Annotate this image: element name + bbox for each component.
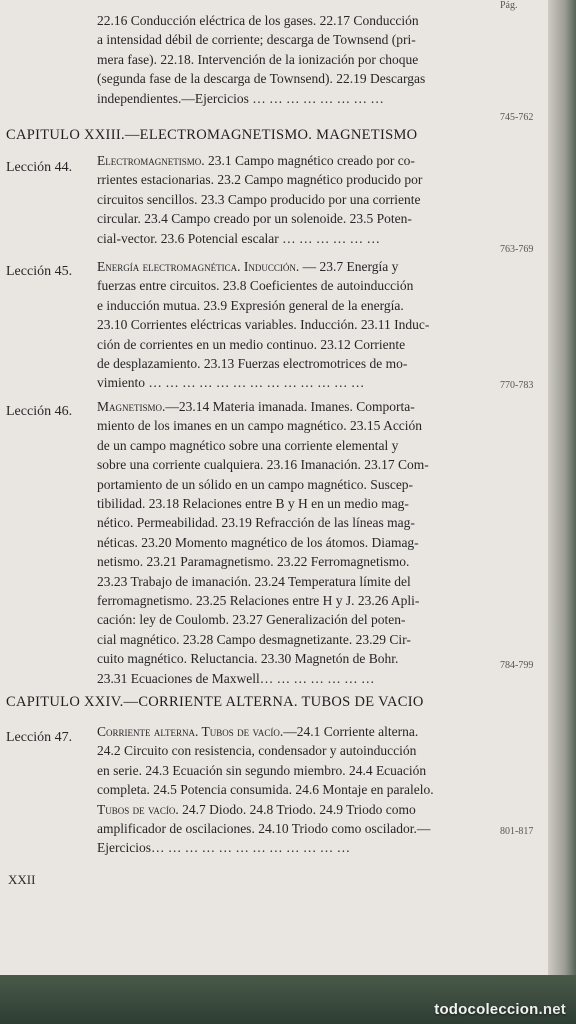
lesson-45-body bbox=[97, 257, 489, 393]
lesson-46-line: 23.31 Ecuaciones de Maxwell… … … … … … … bbox=[97, 670, 375, 686]
lesson-45-line: de desplazamiento. 23.13 Fuerzas electromotrices de mo- bbox=[97, 356, 408, 372]
lesson-47-line: en serie. 24.3 Ecuación sin segundo miembro. 24.4 Ecuación bbox=[97, 762, 427, 778]
footer-page-number: XXII bbox=[8, 872, 36, 887]
watermark-brand: todocoleccion bbox=[434, 1001, 539, 1018]
intro-line: mera fase). 22.18. Intervención de la ionización por choque bbox=[97, 51, 419, 67]
lesson-45-line: fuerzas entre circuitos. 23.8 Coeficientes de autoinducción bbox=[97, 278, 414, 294]
lesson-47-line: completa. 24.5 Potencia consumida. 24.6 Montaje en paralelo. bbox=[97, 782, 434, 798]
lesson-45-line: vimiento … … … … … … … … … … … … … bbox=[97, 375, 365, 391]
lesson-46-line: néticas. 23.20 Momento magnético de los átomos. Diamag- bbox=[97, 534, 419, 550]
lesson-45-label: Lección 45. bbox=[6, 264, 73, 279]
lesson-45-pages: 770-783 bbox=[500, 380, 534, 391]
lesson-47-line: 24.7 Diodo. 24.8 Triodo. 24.9 Triodo como bbox=[178, 801, 416, 817]
watermark-tld: .net bbox=[538, 1001, 566, 1018]
lesson-46-line: cial magnético. 23.28 Campo desmagnetizante. 23.29 Cir- bbox=[97, 631, 411, 647]
lesson-47-label: Lección 47. bbox=[6, 730, 73, 745]
lesson-46-line: miento de los imanes en un campo magnético. 23.15 Acción bbox=[97, 418, 423, 434]
lesson-47-line: Ejercicios… … … … … … … … … … … … bbox=[97, 840, 351, 856]
lesson-46-line: cación: ley de Coulomb. 23.27 Generalización del poten- bbox=[97, 612, 406, 628]
lesson-46-pages: 784-799 bbox=[500, 660, 534, 671]
page-label: Pág. bbox=[500, 0, 518, 11]
lesson-44-label: Lección 44. bbox=[6, 160, 73, 175]
chapter-23-title: CAPITULO XXIII.—ELECTROMAGNETISMO. MAGNETISMO bbox=[6, 127, 418, 143]
lesson-44-line: circuitos sencillos. 23.3 Campo producido por una corriente bbox=[97, 191, 421, 207]
lesson-45-heading: Energía electromagnética. Inducción. bbox=[97, 259, 300, 274]
lesson-46-line: sobre una corriente cualquiera. 23.16 Imanación. 23.17 Com- bbox=[97, 457, 429, 473]
lesson-46-line: ferromagnetismo. 23.25 Relaciones entre H y J. 23.26 Apli- bbox=[97, 593, 420, 609]
intro-pages: 745-762 bbox=[500, 112, 534, 123]
lesson-46-body bbox=[97, 397, 489, 688]
lesson-47-heading: Corriente alterna. Tubos de vacío. bbox=[97, 724, 284, 739]
lesson-45-line: — 23.7 Energía y bbox=[299, 259, 399, 274]
lesson-46-line: netismo. 23.21 Paramagnetismo. 23.22 Ferromagnetismo. bbox=[97, 554, 410, 570]
lesson-44-line: cial-vector. 23.6 Potencial escalar … … … … … … bbox=[97, 230, 381, 246]
lesson-47-subheading: Tubos de vacío. bbox=[97, 801, 179, 817]
intro-block bbox=[97, 11, 489, 108]
lesson-47-line: 24.2 Circuito con resistencia, condensador y autoinducción bbox=[97, 743, 417, 759]
lesson-46-line: de un campo magnético sobre una corriente elemental y bbox=[97, 437, 399, 453]
lesson-46-line: tibilidad. 23.18 Relaciones entre B y H en un medio mag- bbox=[97, 496, 409, 512]
background-strip bbox=[0, 975, 576, 1024]
lesson-44-pages: 763-769 bbox=[500, 244, 534, 255]
lesson-46-line: 23.23 Trabajo de imanación. 23.24 Temperatura límite del bbox=[97, 573, 411, 589]
intro-line: (segunda fase de la descarga de Townsend). 22.19 Descargas bbox=[97, 71, 426, 87]
lesson-44-line: 23.1 Campo magnético creado por co- bbox=[204, 153, 415, 168]
lesson-46-line: nético. Permeabilidad. 23.19 Refracción de las líneas mag- bbox=[97, 515, 415, 531]
lesson-44-heading: Electromagnetismo. bbox=[97, 153, 205, 168]
lesson-46-line: portamiento de un sólido en un campo magnético. Suscep- bbox=[97, 476, 414, 492]
lesson-46-heading: Magnetismo. bbox=[97, 399, 166, 414]
lesson-45-line: ción de corrientes en un medio continuo. 23.12 Corriente bbox=[97, 336, 406, 352]
watermark bbox=[434, 1001, 566, 1018]
lesson-46-line: —23.14 Materia imanada. Imanes. Comporta- bbox=[165, 399, 415, 414]
lesson-45-line: 23.10 Corrientes eléctricas variables. Inducción. 23.11 Induc- bbox=[97, 317, 430, 333]
lesson-46-line: cuito magnético. Reluctancia. 23.30 Magnetón de Bohr. bbox=[97, 651, 399, 667]
lesson-44-line: circular. 23.4 Campo creado por un solenoide. 23.5 Poten- bbox=[97, 211, 412, 227]
lesson-47-pages: 801-817 bbox=[500, 826, 534, 837]
intro-line: independientes.—Ejercicios … … … … … … … … bbox=[97, 90, 384, 106]
lesson-45-line: e inducción mutua. 23.9 Expresión general de la energía. bbox=[97, 297, 404, 313]
lesson-46-label: Lección 46. bbox=[6, 404, 73, 419]
lesson-44-body bbox=[97, 151, 489, 248]
chapter-24-title: CAPITULO XXIV.—CORRIENTE ALTERNA. TUBOS DE VACIO bbox=[6, 694, 424, 710]
lesson-47-line: —24.1 Corriente alterna. bbox=[283, 724, 419, 739]
intro-line: 22.16 Conducción eléctrica de los gases. 22.17 Conducción bbox=[97, 13, 419, 28]
lesson-44-line: rrientes estacionarias. 23.2 Campo magnético producido por bbox=[97, 172, 423, 188]
lesson-47-body bbox=[97, 722, 489, 858]
lesson-47-line: amplificador de oscilaciones. 24.10 Triodo como oscilador.— bbox=[97, 821, 431, 837]
intro-line: a intensidad débil de corriente; descarga de Townsend (pri- bbox=[97, 32, 416, 48]
page-edge bbox=[548, 0, 576, 1024]
